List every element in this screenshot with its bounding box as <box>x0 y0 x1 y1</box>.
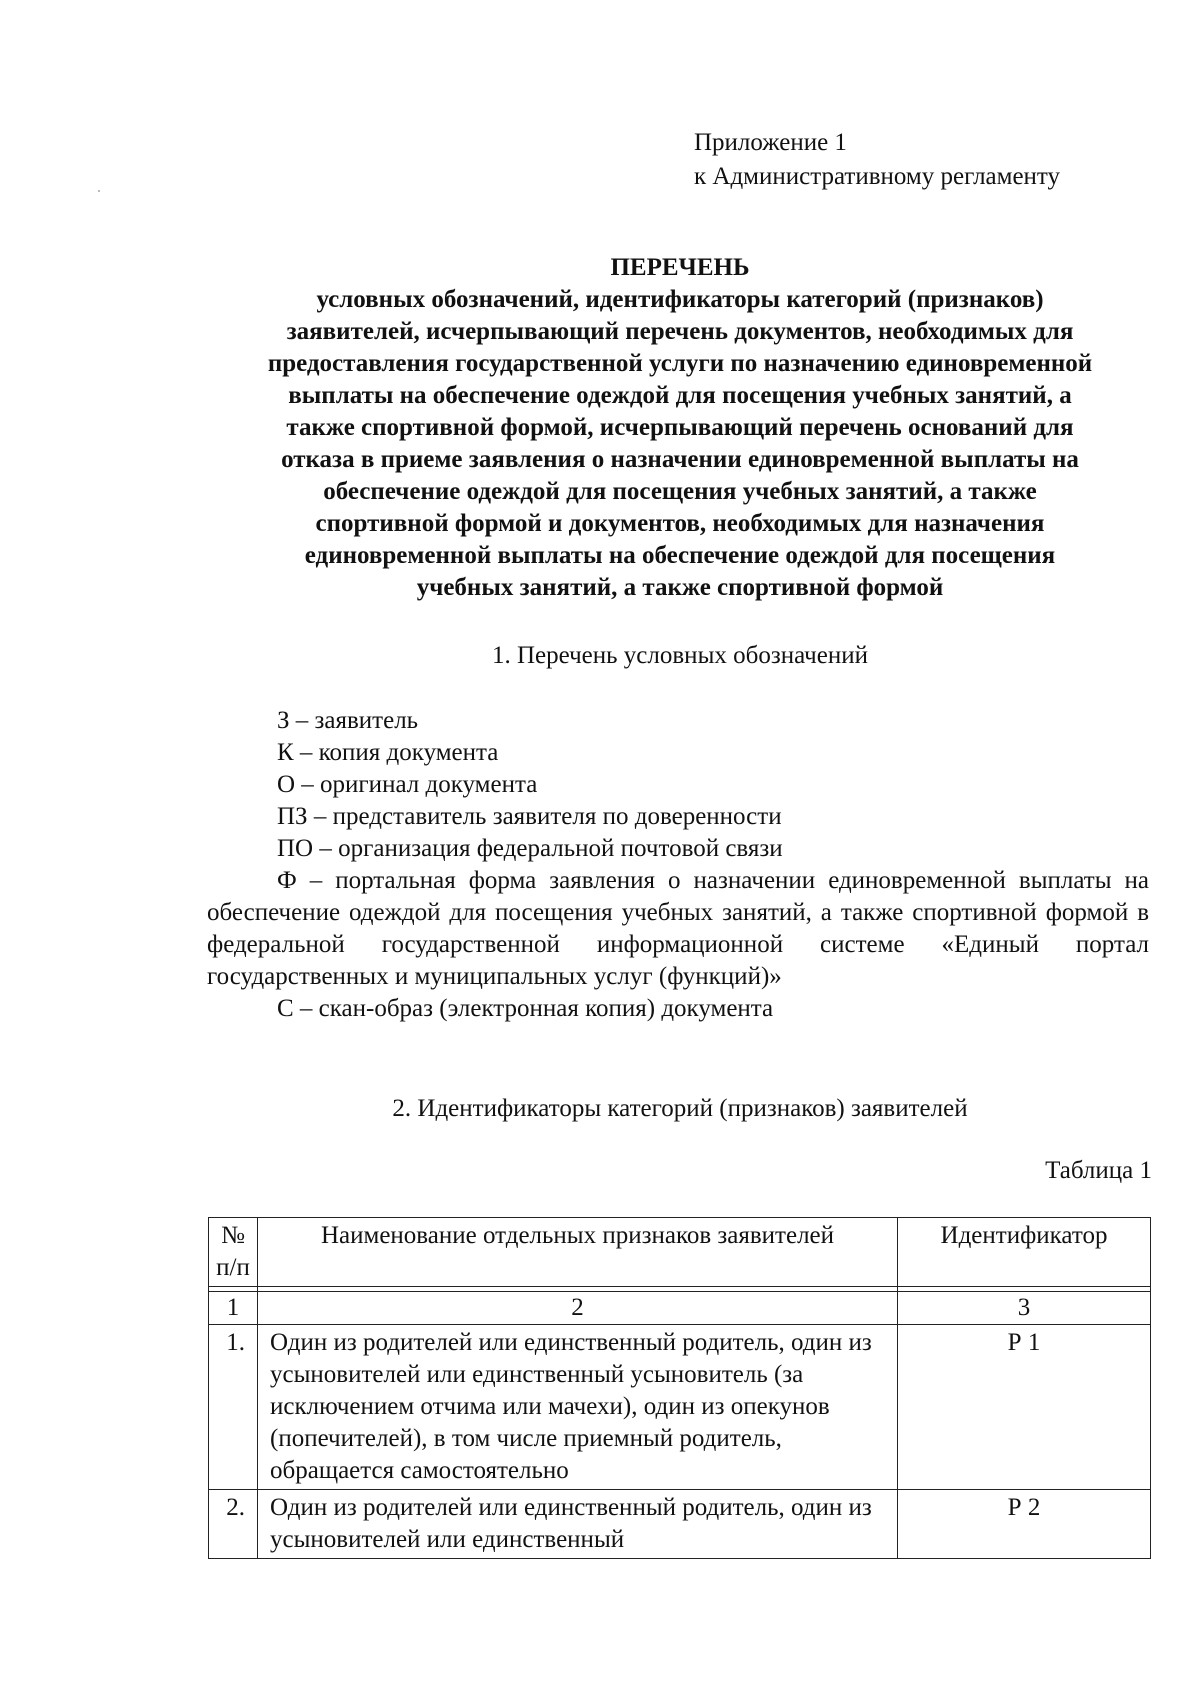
section-2-heading: 2. Идентификаторы категорий (признаков) заявителей <box>392 1095 968 1122</box>
column-number: 3 <box>898 1292 1151 1325</box>
title-line: отказа в приеме заявления о назначении единовременной выплаты на <box>281 446 1079 473</box>
annex-target: к Административному регламенту <box>694 163 1061 190</box>
header-name: Наименование отдельных признаков заявителей <box>258 1218 898 1287</box>
row-name: Один из родителей или единственный родитель, один из усыновителей или единственный <box>258 1490 898 1559</box>
legend-list <box>207 705 1149 1025</box>
annex-reference <box>694 126 1060 194</box>
title-line: заявителей, исчерпывающий перечень документов, необходимых для <box>286 318 1074 345</box>
legend-item: ПО – организация федеральной почтовой связи <box>277 835 783 862</box>
row-number: 2. <box>209 1490 258 1559</box>
applicant-categories-table <box>208 1217 1151 1559</box>
title-line: предоставления государственной услуги по назначению единовременной <box>267 350 1093 377</box>
header-number: № п/п <box>209 1218 258 1287</box>
legend-item: З – заявитель <box>277 707 419 734</box>
title-line: обеспечение одеждой для посещения учебных занятий, а также <box>323 478 1037 505</box>
header-identifier: Идентификатор <box>898 1218 1151 1287</box>
legend-item: О – оригинал документа <box>277 771 538 798</box>
title-line: выплаты на обеспечение одеждой для посещения учебных занятий, а <box>288 382 1072 409</box>
legend-item: С – скан-образ (электронная копия) документа <box>277 995 774 1022</box>
column-number: 2 <box>258 1292 898 1325</box>
row-number: 1. <box>209 1325 258 1490</box>
column-number-row <box>209 1292 1151 1325</box>
title-line: спортивной формой и документов, необходимых для назначения <box>315 510 1045 537</box>
table-header-row <box>209 1218 1151 1287</box>
title-line: условных обозначений, идентификаторы категорий (признаков) <box>316 286 1044 313</box>
title-line: учебных занятий, а также спортивной формой <box>416 574 944 601</box>
legend-item: Ф – портальная форма заявления о назначении единовременной выплаты на обеспечение одеждой для посещения учебных занятий, а также спортивной формой в федеральной государственной информационной системе «Единый портал государственных и муниципальных услуг (функций)» <box>207 867 1149 990</box>
table-row <box>209 1490 1151 1559</box>
row-name: Один из родителей или единственный родитель, один из усыновителей или единственный усыновитель (за исключением отчима или мачехи), один из опекунов (попечителей), в том числе приемный родитель, обращается самостоятельно <box>258 1325 898 1490</box>
row-identifier: Р 2 <box>898 1490 1151 1559</box>
annex-number: Приложение 1 <box>694 129 847 156</box>
table-caption: Таблица 1 <box>1045 1157 1152 1184</box>
title-line: также спортивной формой, исчерпывающий перечень оснований для <box>286 414 1074 441</box>
legend-item: К – копия документа <box>277 739 499 766</box>
title-heading: ПЕРЕЧЕНЬ <box>610 254 750 281</box>
title-line: единовременной выплаты на обеспечение одеждой для посещения <box>304 542 1056 569</box>
scan-artifact <box>98 190 100 192</box>
section-1-heading: 1. Перечень условных обозначений <box>491 642 868 669</box>
legend-item: ПЗ – представитель заявителя по доверенности <box>277 803 782 830</box>
row-identifier: Р 1 <box>898 1325 1151 1490</box>
document-title <box>200 252 1160 604</box>
table-row <box>209 1325 1151 1490</box>
column-number: 1 <box>209 1292 258 1325</box>
